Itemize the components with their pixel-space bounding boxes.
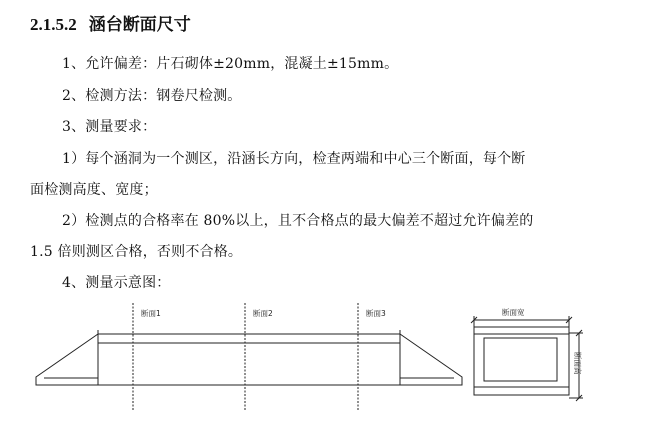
paragraph-item-2-cont: 1.5 倍则测区合格，否则不合格。 — [30, 244, 243, 260]
section-title: 涵台断面尺寸 — [88, 15, 191, 34]
width-label: 断面宽 — [502, 308, 525, 317]
width-dimension — [471, 316, 572, 327]
paragraph-requirements: 3、测量要求： — [62, 119, 157, 135]
culvert-cross-section — [474, 327, 569, 395]
paragraph-method: 2、检测方法：钢卷尺检测。 — [62, 88, 242, 104]
section-label-3: 断面3 — [366, 309, 386, 318]
height-label: 断面高 — [573, 352, 582, 375]
section-number: 2.1.5.2 — [30, 15, 77, 34]
paragraph-item-1: 1）每个涵洞为一个测区，沿涵长方向，检查两端和中心三个断面，每个断 — [62, 151, 526, 167]
paragraph-item-2: 2）检测点的合格率在 80%以上，且不合格点的最大偏差不超过允许偏差的 — [62, 213, 534, 229]
paragraph-diagram-title: 4、测量示意图： — [62, 275, 171, 291]
section-label-2: 断面2 — [253, 309, 273, 318]
paragraph-item-1-cont: 面检测高度、宽度； — [30, 182, 158, 198]
paragraph-tolerance: 1、允许偏差：片石砌体±20mm，混凝土±15mm。 — [62, 56, 399, 72]
culvert-long-section — [36, 330, 462, 385]
section-label-1: 断面1 — [141, 309, 161, 318]
